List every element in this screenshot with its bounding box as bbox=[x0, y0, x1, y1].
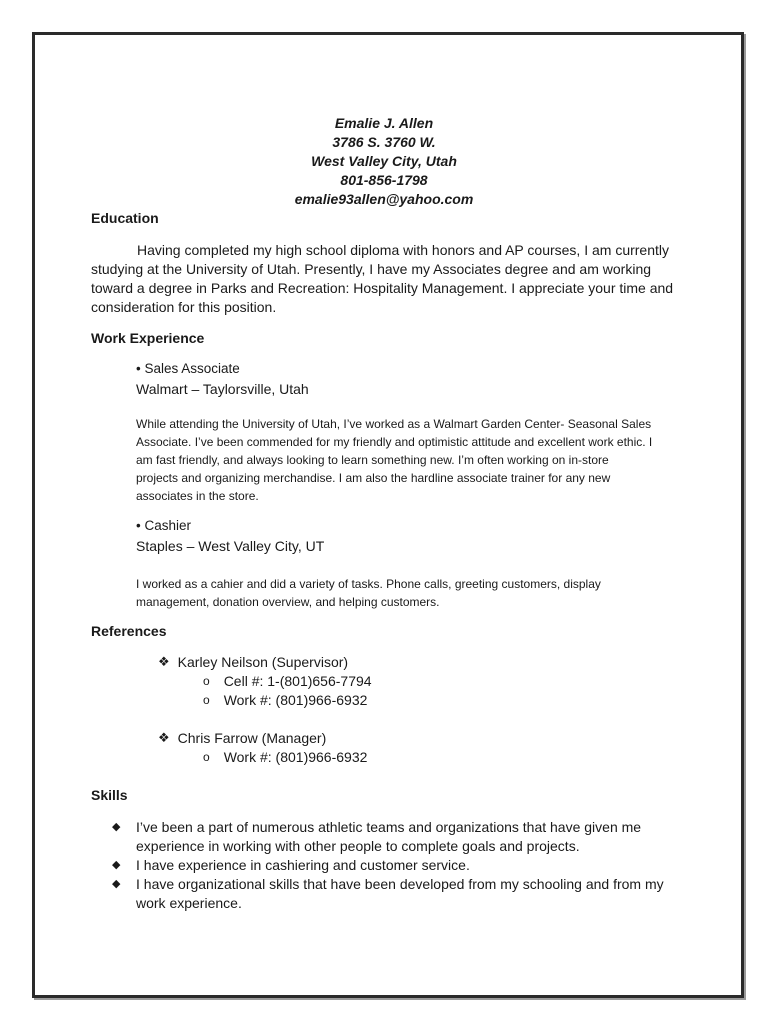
skill-line: I have organizational skills that have been developed from my schooling and from my bbox=[136, 876, 664, 892]
diamond-bullet-icon: ❖ bbox=[158, 654, 170, 669]
applicant-name: Emalie J. Allen bbox=[334, 115, 434, 131]
reference-person bbox=[158, 730, 326, 746]
email-address: emalie93allen@yahoo.com bbox=[294, 191, 474, 207]
reference-contact bbox=[203, 692, 367, 708]
description-line: I worked as a cahier and did a variety of tasks. Phone calls, greeting customers, display bbox=[136, 577, 601, 591]
circle-bullet-icon: o bbox=[203, 750, 210, 764]
skill-item bbox=[112, 856, 672, 875]
work-experience-heading: Work Experience bbox=[91, 330, 205, 346]
description-line: am fast friendly, and always looking to learn something new. I’m often working on in-store bbox=[136, 453, 609, 467]
diamond-bullet-icon: ❖ bbox=[158, 730, 170, 745]
job-title: • Cashier bbox=[136, 518, 191, 533]
description-line: associates in the store. bbox=[136, 489, 259, 503]
reference-person bbox=[158, 654, 348, 670]
skill-line: I’ve been a part of numerous athletic teams and organizations that have given me bbox=[136, 819, 642, 835]
description-line: While attending the University of Utah, I’ve worked as a Walmart Garden Center- Seasonal Sales bbox=[136, 417, 652, 431]
diamond-bullet-icon: ◆ bbox=[112, 878, 121, 890]
job-description bbox=[136, 575, 696, 611]
description-line: projects and organizing merchandise. I am also the hardline associate trainer for any new bbox=[136, 471, 611, 485]
reference-contact bbox=[203, 749, 367, 765]
skill-item bbox=[112, 875, 672, 913]
reference-name: Chris Farrow (Manager) bbox=[177, 730, 327, 746]
job-title: • Sales Associate bbox=[136, 361, 240, 376]
phone-number: 801-856-1798 bbox=[340, 172, 428, 188]
skill-item bbox=[112, 818, 672, 856]
job-employer: Staples – West Valley City, UT bbox=[136, 538, 325, 554]
diamond-bullet-icon: ◆ bbox=[112, 859, 121, 871]
description-line: management, donation overview, and helping customers. bbox=[136, 595, 440, 609]
education-line: Having completed my high school diploma with honors and AP courses, I am currently bbox=[137, 242, 670, 258]
circle-bullet-icon: o bbox=[203, 674, 210, 688]
description-line: Associate. I’ve been commended for my friendly and optimistic attitude and excellent work ethic. I bbox=[136, 435, 653, 449]
skills-heading: Skills bbox=[91, 787, 128, 803]
contact-number: Work #: (801)966-6932 bbox=[223, 692, 368, 708]
contact-number: Cell #: 1-(801)656-7794 bbox=[223, 673, 372, 689]
job-description bbox=[136, 415, 696, 505]
skills-list bbox=[112, 818, 672, 913]
education-paragraph bbox=[91, 241, 691, 317]
address-line: 3786 S. 3760 W. bbox=[332, 134, 436, 150]
skill-line: I have experience in cashiering and customer service. bbox=[136, 857, 470, 873]
reference-name: Karley Neilson (Supervisor) bbox=[177, 654, 349, 670]
education-heading: Education bbox=[91, 210, 159, 226]
skill-line: work experience. bbox=[136, 895, 242, 911]
job-employer: Walmart – Taylorsville, Utah bbox=[136, 381, 309, 397]
contact-number: Work #: (801)966-6932 bbox=[223, 749, 368, 765]
references-heading: References bbox=[91, 623, 167, 639]
diamond-bullet-icon: ◆ bbox=[112, 821, 121, 833]
reference-contact bbox=[203, 673, 372, 689]
education-line: consideration for this position. bbox=[91, 299, 277, 315]
circle-bullet-icon: o bbox=[203, 693, 210, 707]
skill-line: experience in working with other people to complete goals and projects. bbox=[136, 838, 580, 854]
education-line: toward a degree in Parks and Recreation: Hospitality Management. I appreciate your time and bbox=[91, 280, 674, 296]
contact-header bbox=[0, 114, 768, 209]
education-line: studying at the University of Utah. Presently, I have my Associates degree and am working bbox=[91, 261, 652, 277]
city-line: West Valley City, Utah bbox=[311, 153, 457, 169]
